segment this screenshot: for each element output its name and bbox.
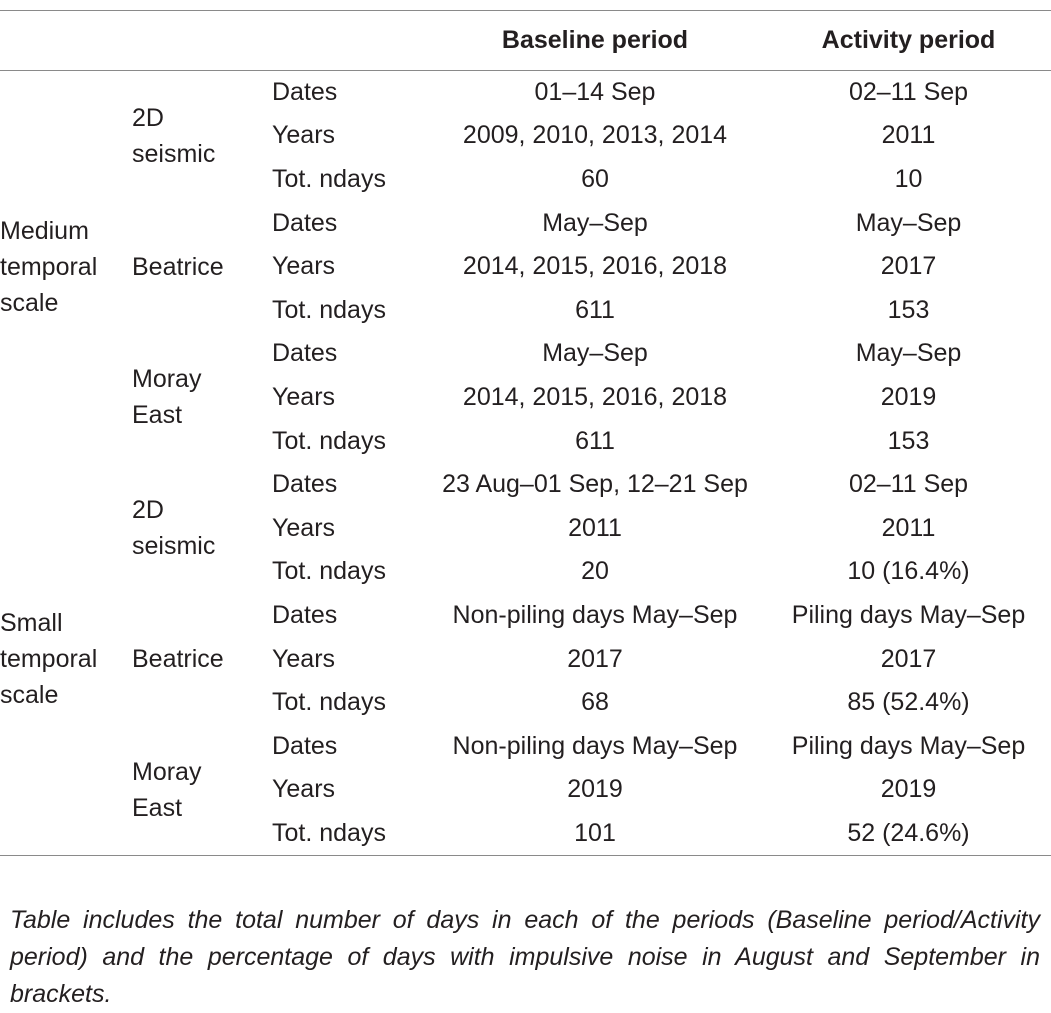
dataset-label-line: East bbox=[132, 793, 183, 822]
temporal-scale-line: Small bbox=[0, 608, 63, 637]
data-table bbox=[0, 10, 1051, 856]
baseline-cell: 2014, 2015, 2016, 2018 bbox=[462, 252, 728, 281]
parameter-cell: Years bbox=[272, 775, 336, 804]
temporal-scale-line: scale bbox=[0, 680, 59, 709]
baseline-cell: 68 bbox=[581, 688, 609, 717]
parameter-cell: Tot. ndays bbox=[272, 426, 386, 455]
baseline-cell: 60 bbox=[581, 164, 609, 193]
dataset-label-line: 2D bbox=[132, 104, 164, 133]
dataset-label-line: Moray bbox=[132, 757, 202, 786]
baseline-cell: 2017 bbox=[567, 644, 623, 673]
parameter-cell: Dates bbox=[272, 470, 338, 499]
activity-cell: 2017 bbox=[880, 644, 937, 673]
activity-cell: 85 (52.4%) bbox=[847, 688, 970, 717]
activity-cell: 52 (24.6%) bbox=[847, 818, 970, 847]
header-baseline-period: Baseline period bbox=[501, 26, 689, 54]
parameter-cell: Tot. ndays bbox=[272, 818, 386, 847]
parameter-cell: Dates bbox=[272, 78, 338, 107]
dataset-label bbox=[132, 724, 272, 855]
parameter-cell: Tot. ndays bbox=[272, 164, 386, 193]
activity-cell: Piling days May–Sep bbox=[791, 731, 1026, 760]
temporal-scale-line: Medium bbox=[0, 216, 89, 245]
activity-cell: 02–11 Sep bbox=[848, 470, 969, 499]
parameter-cell: Tot. ndays bbox=[272, 295, 386, 324]
table-footnote: Table includes the total number of days in each of the periods (Baseline period/Activity period) and the percentage of days with impulsive noise in August and September in brackets. bbox=[10, 906, 1040, 1008]
baseline-cell: May–Sep bbox=[542, 339, 648, 368]
dataset-label-line: Beatrice bbox=[132, 645, 224, 674]
dataset-label bbox=[132, 201, 272, 332]
header-activity-period: Activity period bbox=[821, 26, 996, 54]
parameter-cell: Years bbox=[272, 513, 336, 542]
table-row bbox=[0, 71, 1051, 115]
baseline-cell: 01–14 Sep bbox=[534, 78, 656, 107]
parameter-cell: Tot. ndays bbox=[272, 557, 386, 586]
activity-cell: Piling days May–Sep bbox=[791, 600, 1026, 629]
table-header-row bbox=[0, 11, 1051, 71]
dataset-label-line: Beatrice bbox=[132, 252, 224, 281]
baseline-cell: Non-piling days May–Sep bbox=[452, 600, 738, 629]
parameter-cell: Years bbox=[272, 252, 336, 281]
table-row bbox=[0, 201, 1051, 245]
baseline-cell: 101 bbox=[574, 818, 616, 847]
dataset-label-line: seismic bbox=[132, 532, 216, 561]
activity-cell: 2011 bbox=[881, 513, 936, 542]
header-cell bbox=[0, 11, 132, 71]
dataset-label bbox=[132, 463, 272, 594]
parameter-cell: Dates bbox=[272, 339, 338, 368]
temporal-scale-label bbox=[0, 71, 132, 463]
table-row bbox=[0, 332, 1051, 376]
dataset-label-line: seismic bbox=[132, 140, 216, 169]
baseline-cell: 611 bbox=[575, 295, 615, 324]
baseline-cell: 2009, 2010, 2013, 2014 bbox=[462, 121, 728, 150]
header-cell bbox=[132, 11, 272, 71]
activity-cell: 153 bbox=[887, 426, 930, 455]
dataset-label-line: East bbox=[132, 401, 183, 430]
table-row bbox=[0, 724, 1051, 768]
activity-cell: May–Sep bbox=[855, 208, 962, 237]
table-body bbox=[0, 71, 1051, 856]
activity-cell: 2019 bbox=[880, 382, 937, 411]
temporal-scale-label bbox=[0, 463, 132, 855]
baseline-cell: 611 bbox=[575, 426, 615, 455]
temporal-scale-line: temporal bbox=[0, 644, 98, 673]
activity-cell: May–Sep bbox=[855, 339, 962, 368]
baseline-cell: Non-piling days May–Sep bbox=[452, 731, 738, 760]
baseline-cell: 20 bbox=[581, 557, 609, 586]
parameter-cell: Years bbox=[272, 644, 336, 673]
table-row bbox=[0, 463, 1051, 507]
activity-cell: 10 bbox=[894, 164, 923, 193]
temporal-scale-line: temporal bbox=[0, 252, 98, 281]
dataset-label-line: Moray bbox=[132, 365, 202, 394]
activity-cell: 2019 bbox=[880, 775, 937, 804]
baseline-cell: 2019 bbox=[567, 775, 623, 804]
dataset-label bbox=[132, 332, 272, 463]
parameter-cell: Tot. ndays bbox=[272, 688, 386, 717]
temporal-scale-line: scale bbox=[0, 288, 59, 317]
baseline-cell: 2011 bbox=[568, 513, 622, 542]
parameter-cell: Dates bbox=[272, 731, 338, 760]
baseline-cell: 2014, 2015, 2016, 2018 bbox=[462, 382, 728, 411]
parameter-cell: Dates bbox=[272, 600, 338, 629]
header-cell bbox=[272, 11, 424, 71]
dataset-label bbox=[132, 594, 272, 725]
activity-cell: 153 bbox=[887, 295, 930, 324]
activity-cell: 2017 bbox=[880, 252, 937, 281]
parameter-cell: Years bbox=[272, 382, 336, 411]
activity-cell: 2011 bbox=[881, 121, 936, 150]
baseline-cell: 23 Aug–01 Sep, 12–21 Sep bbox=[442, 470, 748, 499]
activity-cell: 02–11 Sep bbox=[848, 78, 969, 107]
table-row bbox=[0, 594, 1051, 638]
activity-cell: 10 (16.4%) bbox=[847, 557, 970, 586]
parameter-cell: Years bbox=[272, 121, 336, 150]
dataset-label-line: 2D bbox=[132, 496, 164, 525]
dataset-label bbox=[132, 71, 272, 202]
parameter-cell: Dates bbox=[272, 208, 338, 237]
baseline-cell: May–Sep bbox=[542, 208, 648, 237]
